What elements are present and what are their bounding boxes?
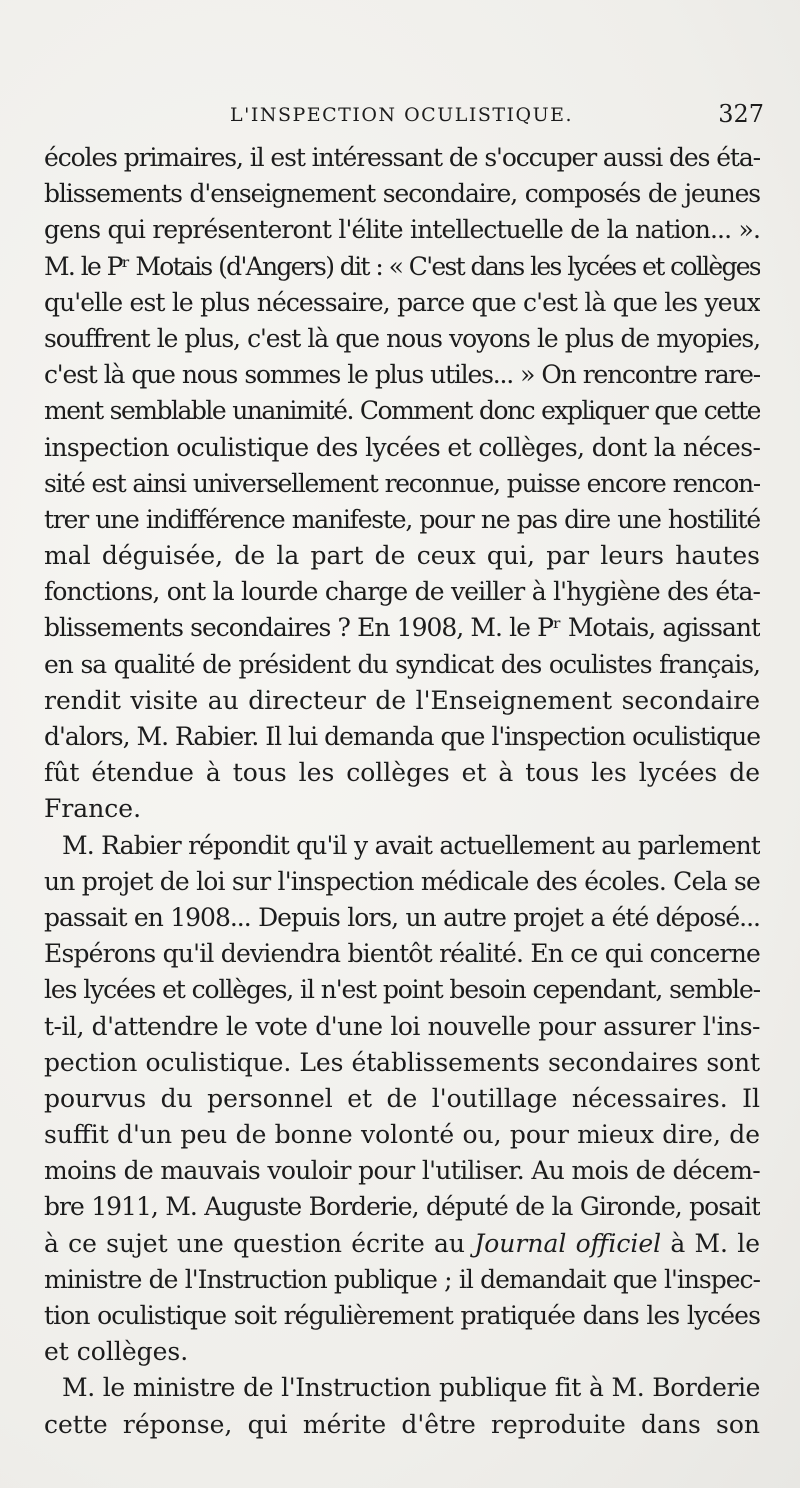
text-line: M. Rabier répondit qu'il y avait actuellement au parlement — [62, 830, 760, 860]
text-line: sité est ainsi universellement reconnue, puisse encore rencon- — [44, 468, 760, 498]
text-line: écoles primaires, il est intéressant de s'occuper aussi des éta- — [44, 143, 760, 172]
text-line: rendit visite au directeur de l'Enseignement secondaire — [44, 685, 760, 715]
text-line: suffit d'un peu de bonne volonté ou, pour mieux dire, de — [44, 1120, 760, 1150]
text-line: moins de mauvais vouloir pour l'utiliser. Au mois de décem- — [44, 1156, 760, 1186]
text-line: Espérons qu'il deviendra bientôt réalité. En ce qui concerne — [44, 939, 760, 969]
text-line: cette réponse, qui mérite d'être reproduite dans son — [44, 1409, 760, 1439]
journal-officiel-italic: Journal officiel — [474, 1228, 662, 1258]
text-line: M. le ministre de l'Instruction publique fit à M. Borderie — [62, 1373, 760, 1403]
text-line: gens qui représenteront l'élite intellectuelle de la nation... ». — [44, 215, 760, 245]
text-line: M. le Pʳ Motais (d'Angers) dit : « C'est dans les lycées et collèges — [44, 251, 760, 281]
text-line: c'est là que nous sommes le plus utiles... » On rencontre rare- — [44, 360, 760, 390]
text-line: bre 1911, M. Auguste Borderie, député de la Gironde, posait — [44, 1192, 760, 1222]
text-line: pourvus du personnel et de l'outillage nécessaires. Il — [44, 1083, 760, 1113]
text-line: blissements secondaires ? En 1908, M. le Pʳ Motais, agissant — [44, 613, 760, 643]
text-line: t-il, d'attendre le vote d'une loi nouvelle pour assurer l'ins- — [44, 1011, 760, 1041]
text-line: ministre de l'Instruction publique ; il demandait que l'inspec- — [44, 1264, 760, 1294]
page-header — [40, 98, 764, 138]
text-line: d'alors, M. Rabier. Il lui demanda que l'inspection oculistique — [44, 722, 760, 751]
text-line: tion oculistique soit régulièrement pratiquée dans les lycées — [44, 1301, 760, 1330]
text-line: pection oculistique. Les établissements secondaires sont — [44, 1047, 760, 1077]
text-line: mal déguisée, de la part de ceux qui, par leurs hautes — [44, 541, 760, 571]
text-fragment: à M. le — [670, 1228, 760, 1258]
text-line: en sa qualité de président du syndicat des oculistes français, — [44, 649, 760, 679]
text-line: fût étendue à tous les collèges et à tous les lycées de — [44, 758, 760, 788]
text-line: trer une indifférence manifeste, pour ne pas dire une hostilité — [44, 504, 760, 534]
text-line: souffrent le plus, c'est là que nous voyons le plus de myopies, — [44, 323, 760, 353]
text-line-with-italic — [44, 1226, 760, 1262]
text-line: et collèges. — [44, 1337, 189, 1367]
text-line: les lycées et collèges, il n'est point besoin cependant, semble- — [44, 975, 760, 1005]
text-line: passait en 1908... Depuis lors, un autre projet a été déposé... — [44, 902, 760, 932]
text-line: ment semblable unanimité. Comment donc expliquer que cette — [44, 396, 760, 426]
page-number: 327 — [718, 100, 764, 128]
body-text — [44, 140, 760, 1443]
text-line: France. — [44, 794, 142, 824]
text-fragment: à ce sujet une question écrite au — [44, 1228, 466, 1258]
text-line: un projet de loi sur l'inspection médicale des écoles. Cela se — [44, 866, 760, 896]
text-line: inspection oculistique des lycées et collèges, dont la néces- — [44, 432, 760, 462]
running-head: L'INSPECTION OCULISTIQUE. — [230, 104, 574, 126]
text-line: blissements d'enseignement secondaire, composés de jeunes — [44, 179, 760, 209]
text-line: fonctions, ont la lourde charge de veiller à l'hygiène des éta- — [44, 577, 760, 607]
text-line: qu'elle est le plus nécessaire, parce que c'est là que les yeux — [44, 287, 760, 317]
